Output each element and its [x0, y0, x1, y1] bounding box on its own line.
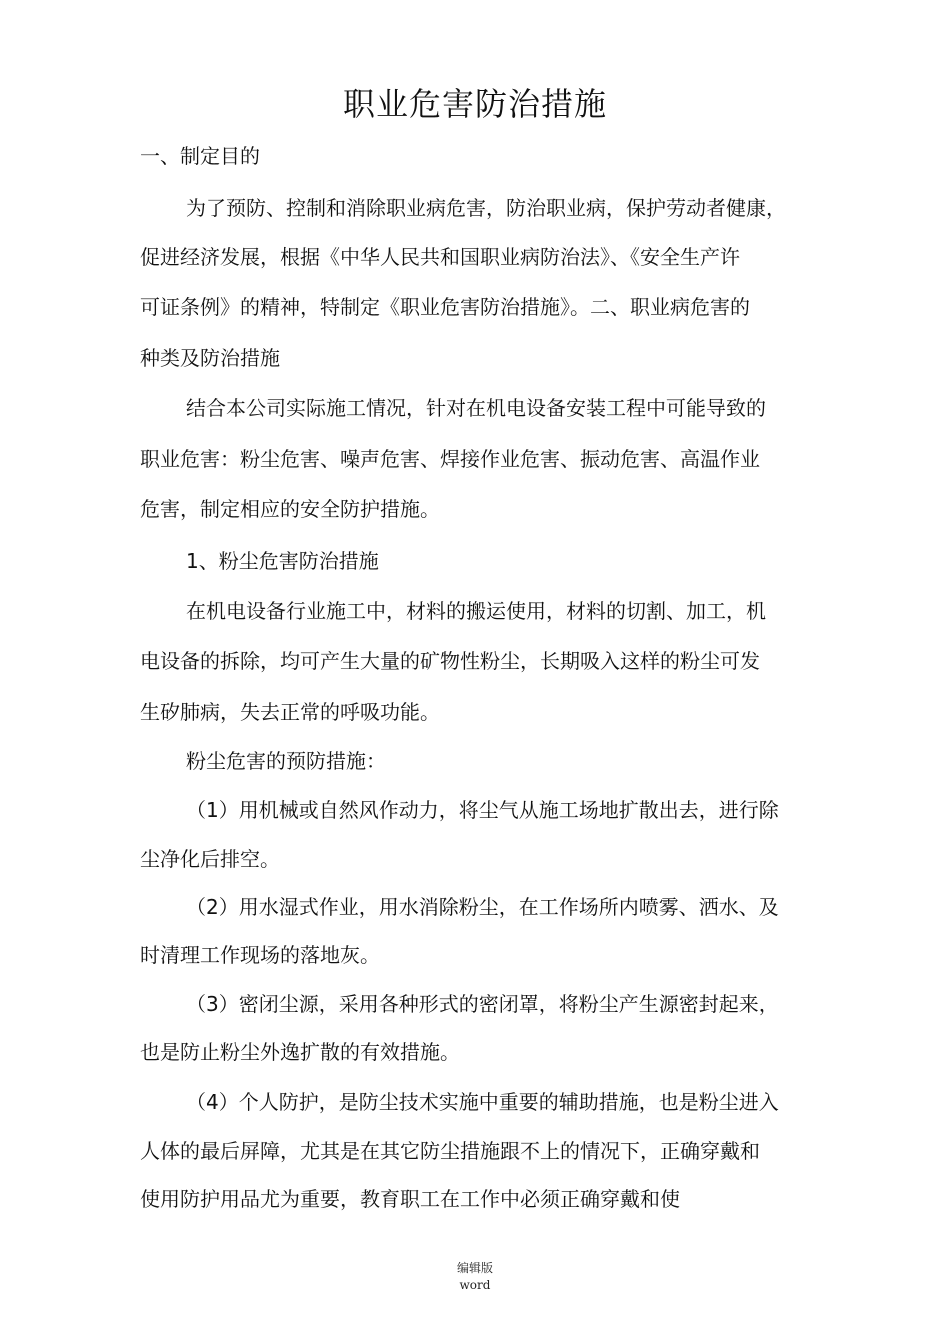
paragraph-line: 生矽肺病，失去正常的呼吸功能。 [140, 700, 440, 724]
page-title: 职业危害防治措施 [342, 85, 607, 123]
list-item-3-cont: 也是防止粉尘外逸扩散的有效措施。 [140, 1040, 460, 1064]
paragraph-line: 种类及防治措施 [140, 346, 280, 370]
subsection-heading-dust: 1、粉尘危害防治措施 [186, 549, 379, 573]
paragraph-line: 促进经济发展，根据《中华人民共和国职业病防治法》、《安全生产许 [140, 245, 740, 269]
list-item-1: （1）用机械或自然风作动力，将尘气从施工场地扩散出去，进行除 [186, 798, 779, 822]
list-item-2-cont: 时清理工作现场的落地灰。 [140, 943, 380, 967]
paragraph-line: 为了预防、控制和消除职业病危害，防治职业病，保护劳动者健康， [186, 196, 786, 220]
paragraph-line: 危害，制定相应的安全防护措施。 [140, 497, 440, 521]
list-item-1-cont: 尘净化后排空。 [140, 847, 280, 871]
footer-edit-label: 编辑版 [456, 1261, 493, 1275]
list-item-4-cont: 人体的最后屏障，尤其是在其它防尘措施跟不上的情况下，正确穿戴和 [140, 1139, 760, 1163]
list-item-4-cont: 使用防护用品尤为重要，教育职工在工作中必须正确穿戴和使 [140, 1187, 680, 1211]
list-item-4: （4）个人防护，是防尘技术实施中重要的辅助措施，也是粉尘进入 [186, 1090, 779, 1114]
paragraph-line: 电设备的拆除，均可产生大量的矿物性粉尘，长期吸入这样的粉尘可发 [140, 649, 760, 673]
list-item-3: （3）密闭尘源，采用各种形式的密闭罩，将粉尘产生源密封起来， [186, 992, 779, 1016]
paragraph-line: 职业危害：粉尘危害、噪声危害、焊接作业危害、振动危害、高温作业 [140, 447, 760, 471]
footer-word-label: word [459, 1278, 491, 1292]
section-heading-purpose: 一、制定目的 [140, 144, 260, 168]
paragraph-line: 结合本公司实际施工情况，针对在机电设备安装工程中可能导致的 [186, 396, 766, 420]
paragraph-line: 可证条例》的精神，特制定《职业危害防治措施》。二、职业病危害的 [140, 295, 750, 319]
paragraph-line: 粉尘危害的预防措施： [186, 749, 386, 773]
paragraph-line: 在机电设备行业施工中，材料的搬运使用，材料的切割、加工，机 [186, 599, 766, 623]
list-item-2: （2）用水湿式作业，用水消除粉尘，在工作场所内喷雾、洒水、及 [186, 895, 779, 919]
